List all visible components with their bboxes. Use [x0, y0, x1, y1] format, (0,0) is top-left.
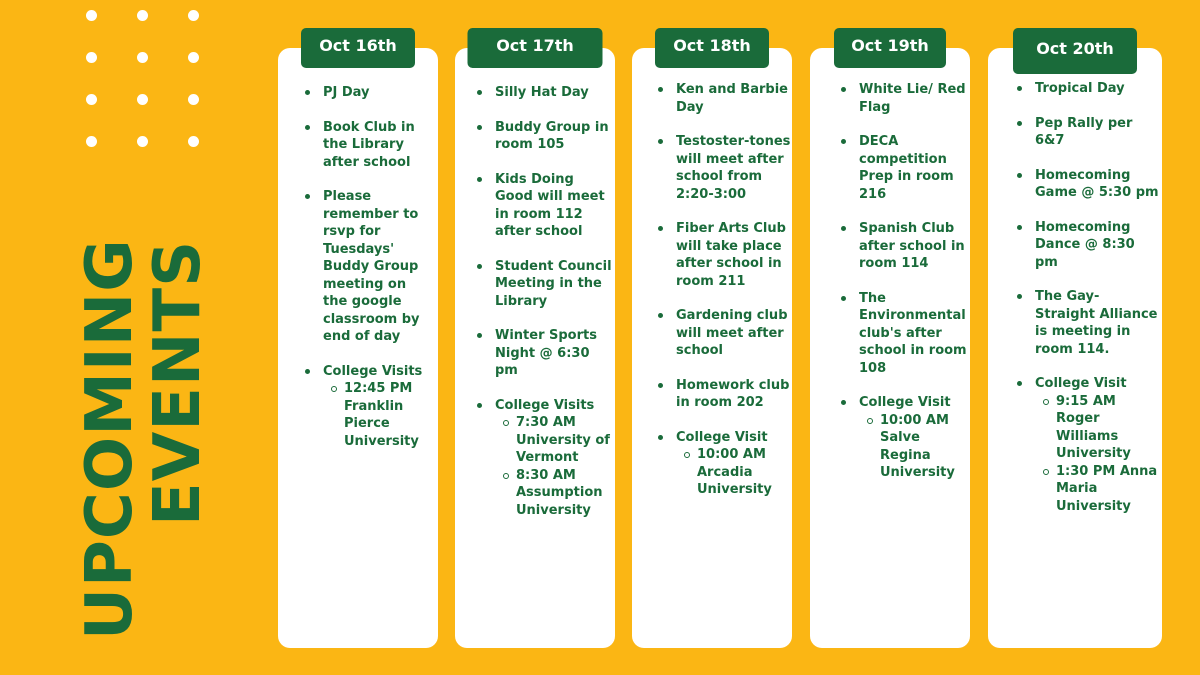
event-item [309, 363, 432, 451]
day-date-tab: Oct 20th [1013, 28, 1137, 74]
event-text: Homecoming Dance @ 8:30 pm [1035, 219, 1135, 270]
sub-event-list [495, 414, 613, 519]
event-item [309, 84, 432, 102]
college-visit-item: 10:00 AM Salve Regina University [880, 412, 967, 482]
event-text: College Visit [676, 429, 768, 445]
sub-event-list [323, 380, 432, 450]
event-text: PJ Day [323, 85, 370, 100]
dot-decoration [86, 94, 97, 105]
dot-decoration [137, 52, 148, 63]
event-item [481, 84, 613, 102]
event-text: Pep Rally per 6&7 [1035, 115, 1133, 148]
event-item [662, 429, 792, 499]
event-item [481, 258, 613, 311]
dot-decoration [137, 94, 148, 105]
college-visit-item: 10:00 AM Arcadia University [697, 446, 792, 499]
dot-decoration [188, 52, 199, 63]
event-list [309, 84, 432, 467]
event-item [1021, 80, 1159, 98]
dot-decoration [188, 136, 199, 147]
day-card [632, 36, 792, 648]
event-item [481, 171, 613, 241]
dot-decoration [86, 10, 97, 21]
event-text: Student Council Meeting in the Library [495, 258, 612, 309]
event-item [662, 307, 792, 360]
event-text: The Environmental club's after school in room 108 [859, 290, 967, 376]
event-item [1021, 167, 1159, 202]
event-text: Kids Doing Good will meet in room 112 after school [495, 171, 605, 239]
day-date-tab: Oct 18th [655, 28, 769, 68]
event-text: College Visit [859, 395, 951, 410]
event-text: College Visits [495, 397, 595, 413]
event-text: Ken and Barbie Day [676, 82, 788, 115]
college-visit-item: 9:15 AM Roger Williams University [1056, 393, 1159, 463]
sub-event-list [859, 412, 967, 482]
event-text: Homecoming Game @ 5:30 pm [1035, 167, 1159, 200]
event-item [1021, 219, 1159, 272]
event-item [662, 133, 792, 203]
event-item [481, 119, 613, 154]
event-text: The Gay-Straight Alliance is meeting in room 114. [1035, 289, 1158, 357]
event-item [662, 377, 792, 412]
event-text: DECA competition Prep in room 216 [859, 134, 954, 202]
event-text: Winter Sports Night @ 6:30 pm [495, 328, 597, 378]
event-item [845, 290, 967, 378]
event-item [845, 133, 967, 203]
event-item [845, 220, 967, 273]
event-item [1021, 375, 1159, 515]
dot-decoration [137, 136, 148, 147]
day-date-tab: Oct 17th [468, 28, 603, 68]
day-date-tab: Oct 19th [834, 28, 946, 68]
dot-decoration [188, 10, 199, 21]
page-title [73, 238, 215, 640]
event-text: Testoster-tones will meet after school from 2:20-3:00 [676, 134, 791, 202]
dot-decoration [188, 94, 199, 105]
dot-decoration [86, 52, 97, 63]
event-item [845, 394, 967, 482]
event-text: Book Club in the Library after school [323, 119, 415, 170]
title-line-events: EVENTS [141, 239, 215, 526]
event-item [845, 81, 967, 116]
event-list [845, 81, 967, 499]
event-item [662, 81, 792, 116]
event-text: White Lie/ Red Flag [859, 82, 966, 115]
event-list [481, 84, 613, 536]
day-date-tab: Oct 16th [301, 28, 415, 68]
college-visit-item: 7:30 AM University of Vermont [516, 414, 613, 467]
event-text: Buddy Group in room 105 [495, 119, 609, 152]
event-list [1021, 80, 1159, 532]
title-line-upcoming: UPCOMING [73, 238, 147, 640]
event-text: College Visits [323, 363, 423, 379]
day-card [810, 36, 970, 648]
day-card [988, 39, 1162, 648]
sub-event-list [676, 446, 792, 499]
dot-decoration [137, 10, 148, 21]
day-card [455, 36, 615, 648]
event-text: Fiber Arts Club will take place after school in room 211 [676, 221, 786, 289]
event-item [1021, 115, 1159, 150]
event-list [662, 81, 792, 516]
event-item [481, 327, 613, 380]
event-item [309, 119, 432, 172]
event-text: Spanish Club after school in room 114 [859, 221, 965, 271]
decorative-dot-grid [80, 4, 210, 154]
college-visit-item: 8:30 AM Assumption University [516, 467, 613, 520]
event-item [309, 188, 432, 346]
college-visit-item: 12:45 PM Franklin Pierce University [344, 380, 432, 450]
college-visit-item: 1:30 PM Anna Maria University [1056, 463, 1158, 514]
event-text: Gardening club will meet after school [676, 308, 788, 358]
event-item [1021, 288, 1159, 358]
dot-decoration [86, 136, 97, 147]
event-text: College Visit [1035, 376, 1127, 391]
event-text: Silly Hat Day [495, 85, 589, 100]
event-text: Tropical Day [1035, 81, 1125, 96]
event-item [481, 397, 613, 520]
day-card [278, 36, 438, 648]
event-text: Please remember to rsvp for Tuesdays' Buddy Group meeting on the google classroom by end of day [323, 189, 420, 344]
event-text: Homework club in room 202 [676, 377, 790, 410]
event-item [662, 220, 792, 290]
sub-event-list [1035, 393, 1159, 516]
